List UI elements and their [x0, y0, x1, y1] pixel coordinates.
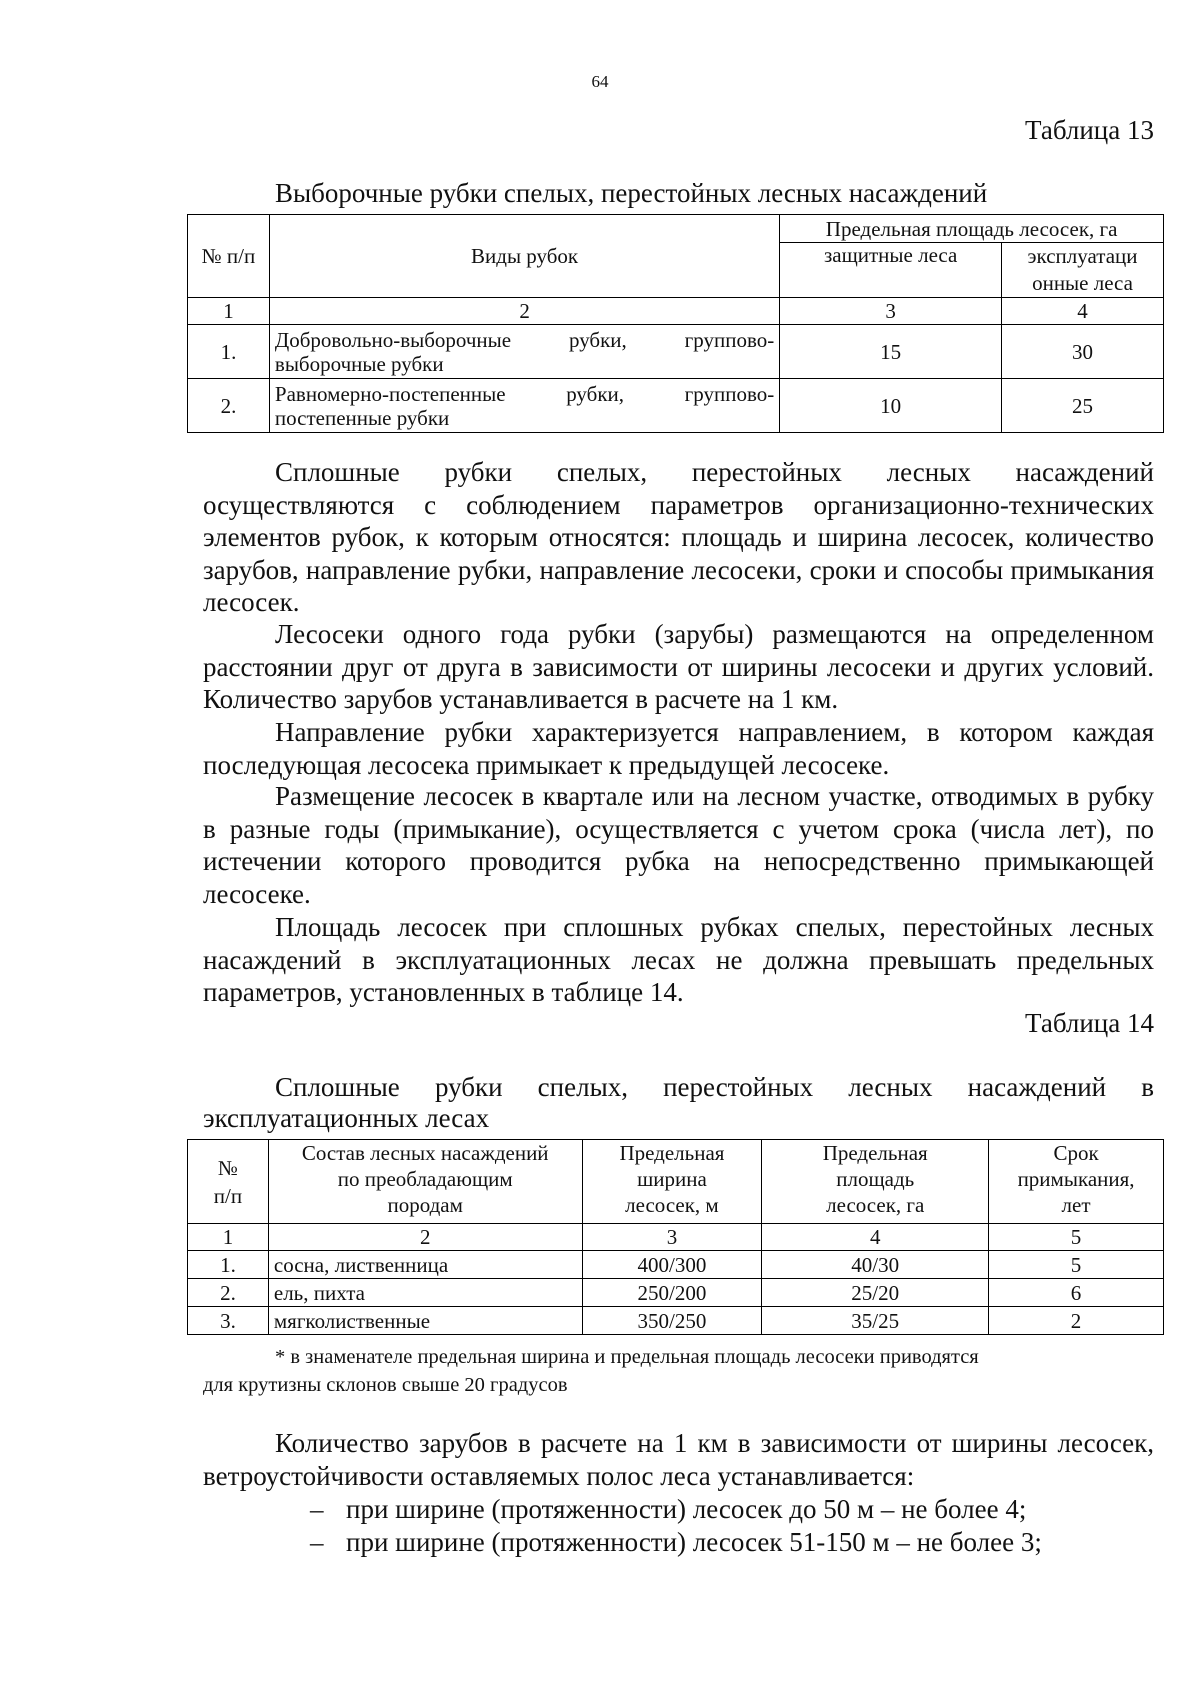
table-14-colnum-4: 4 — [762, 1224, 989, 1251]
dash-bullet-icon: – — [310, 1494, 324, 1524]
table-row — [188, 1279, 1164, 1307]
row-exploit: 25 — [1002, 379, 1164, 433]
paragraph-5: Площадь лесосек при сплошных рубках спелых, перестойных лесных насаждений в эксплуатационных лесах не должна превышать предельных параметров, установленных в таблице 14. — [203, 912, 1154, 1008]
row-area: 40/30 — [762, 1251, 989, 1279]
table-13-header-exploit-line2: онные леса — [1032, 271, 1133, 295]
row-term: 5 — [989, 1251, 1164, 1279]
table-14-colnum-5: 5 — [989, 1224, 1164, 1251]
table-13-label: Таблица 13 — [1025, 115, 1154, 145]
row-num: 2. — [188, 1279, 269, 1307]
closing-paragraph: Количество зарубов в расчете на 1 км в зависимости от ширины лесосек, ветроустойчивости оставляемых полос леса устанавливается: — [203, 1428, 1154, 1491]
row-area: 35/25 — [762, 1307, 989, 1335]
paragraph-3: Направление рубки характеризуется направлением, в котором каждая последующая лесосека примыкает к предыдущей лесосеке. — [203, 717, 1154, 780]
bullet-text: при ширине (протяженности) лесосек до 50 м – не более 4; — [346, 1494, 1027, 1524]
table-row — [188, 379, 1164, 433]
bullet-item — [310, 1493, 1026, 1526]
table-14-header-composition: Состав лесных насаждений по преобладающим породам — [268, 1140, 582, 1224]
table-13-header-protective: защитные леса — [780, 243, 1002, 298]
table-14-colnum-2: 2 — [268, 1224, 582, 1251]
table-14-caption: Сплошные рубки спелых, перестойных лесных насаждений в эксплуатационных лесах — [203, 1072, 1154, 1133]
paragraph-2: Лесосеки одного года рубки (зарубы) размещаются на определенном расстоянии друг от друга в зависимости от ширины лесосеки и других условий. Количество зарубов устанавливается в расчете на 1 км. — [203, 619, 1154, 715]
row-num: 2. — [188, 379, 270, 433]
table-14-colnum-1: 1 — [188, 1224, 269, 1251]
row-name — [269, 379, 779, 433]
table-row — [188, 1307, 1164, 1335]
row-num: 1. — [188, 1251, 269, 1279]
row-exploit: 30 — [1002, 325, 1164, 379]
table-13-colnum-3: 3 — [780, 298, 1002, 325]
row-width: 250/200 — [582, 1279, 762, 1307]
table-13-colnum-4: 4 — [1002, 298, 1164, 325]
table-14-header-num: № п/п — [188, 1140, 269, 1224]
table-14-colnum-3: 3 — [582, 1224, 762, 1251]
table-13-header-exploit — [1002, 243, 1164, 298]
table-13-colnum-2: 2 — [269, 298, 779, 325]
row-species: сосна, лиственница — [268, 1251, 582, 1279]
row-num: 1. — [188, 325, 270, 379]
table-13-header-type: Виды рубок — [269, 215, 779, 298]
row-width: 350/250 — [582, 1307, 762, 1335]
row-num: 3. — [188, 1307, 269, 1335]
table-14 — [187, 1139, 1164, 1335]
row-species: мягколиственные — [268, 1307, 582, 1335]
paragraph-4: Размещение лесосек в квартале или на лесном участке, отводимых в рубку в разные годы (примыкание), осуществляется с учетом срока (числа лет), по истечении которого проводится рубка на непосредственно примыкающей лесосеке. — [203, 781, 1154, 909]
row-name — [269, 325, 779, 379]
table-14-header-term: Срок примыкания, лет — [989, 1140, 1164, 1224]
row-name-line2: постепенные рубки — [274, 405, 450, 430]
table-13-header-group: Предельная площадь лесосек, га — [780, 215, 1164, 243]
row-protective: 10 — [780, 379, 1002, 433]
table-14-footnote-line1: * в знаменателе предельная ширина и предельная площадь лесосеки приводятся — [275, 1346, 979, 1368]
page-number: 64 — [591, 72, 609, 91]
bullet-item — [310, 1526, 1042, 1559]
dash-bullet-icon: – — [310, 1527, 324, 1557]
table-row — [188, 1251, 1164, 1279]
table-row — [188, 325, 1164, 379]
row-term: 2 — [989, 1307, 1164, 1335]
table-14-label: Таблица 14 — [1025, 1008, 1154, 1038]
table-13-header-exploit-line1: эксплуатаци — [1027, 244, 1138, 268]
table-13-header-num: № п/п — [188, 215, 270, 298]
row-protective: 15 — [780, 325, 1002, 379]
table-13 — [187, 214, 1164, 433]
table-14-header-area: Предельная площадь лесосек, га — [762, 1140, 989, 1224]
table-14-header-width: Предельная ширина лесосек, м — [582, 1140, 762, 1224]
paragraph-1: Сплошные рубки спелых, перестойных лесных насаждений осуществляются с соблюдением параметров организационно-технических элементов рубок, к которым относятся: площадь и ширина лесосек, количество зарубов, направление рубки, направление лесосеки, сроки и способы примыкания лесосек. — [203, 457, 1154, 618]
table-14-footnote-line2: для крутизны склонов свыше 20 градусов — [203, 1374, 568, 1396]
row-area: 25/20 — [762, 1279, 989, 1307]
table-13-caption: Выборочные рубки спелых, перестойных лесных насаждений — [275, 178, 988, 208]
row-name-line1: Равномерно-постепенные рубки, группово- — [274, 381, 775, 406]
row-species: ель, пихта — [268, 1279, 582, 1307]
row-term: 6 — [989, 1279, 1164, 1307]
bullet-text: при ширине (протяженности) лесосек 51-150 м – не более 3; — [346, 1527, 1042, 1557]
row-name-line1: Добровольно-выборочные рубки, группово- — [274, 327, 775, 352]
row-name-line2: выборочные рубки — [274, 351, 444, 376]
row-width: 400/300 — [582, 1251, 762, 1279]
table-13-colnum-1: 1 — [188, 298, 270, 325]
